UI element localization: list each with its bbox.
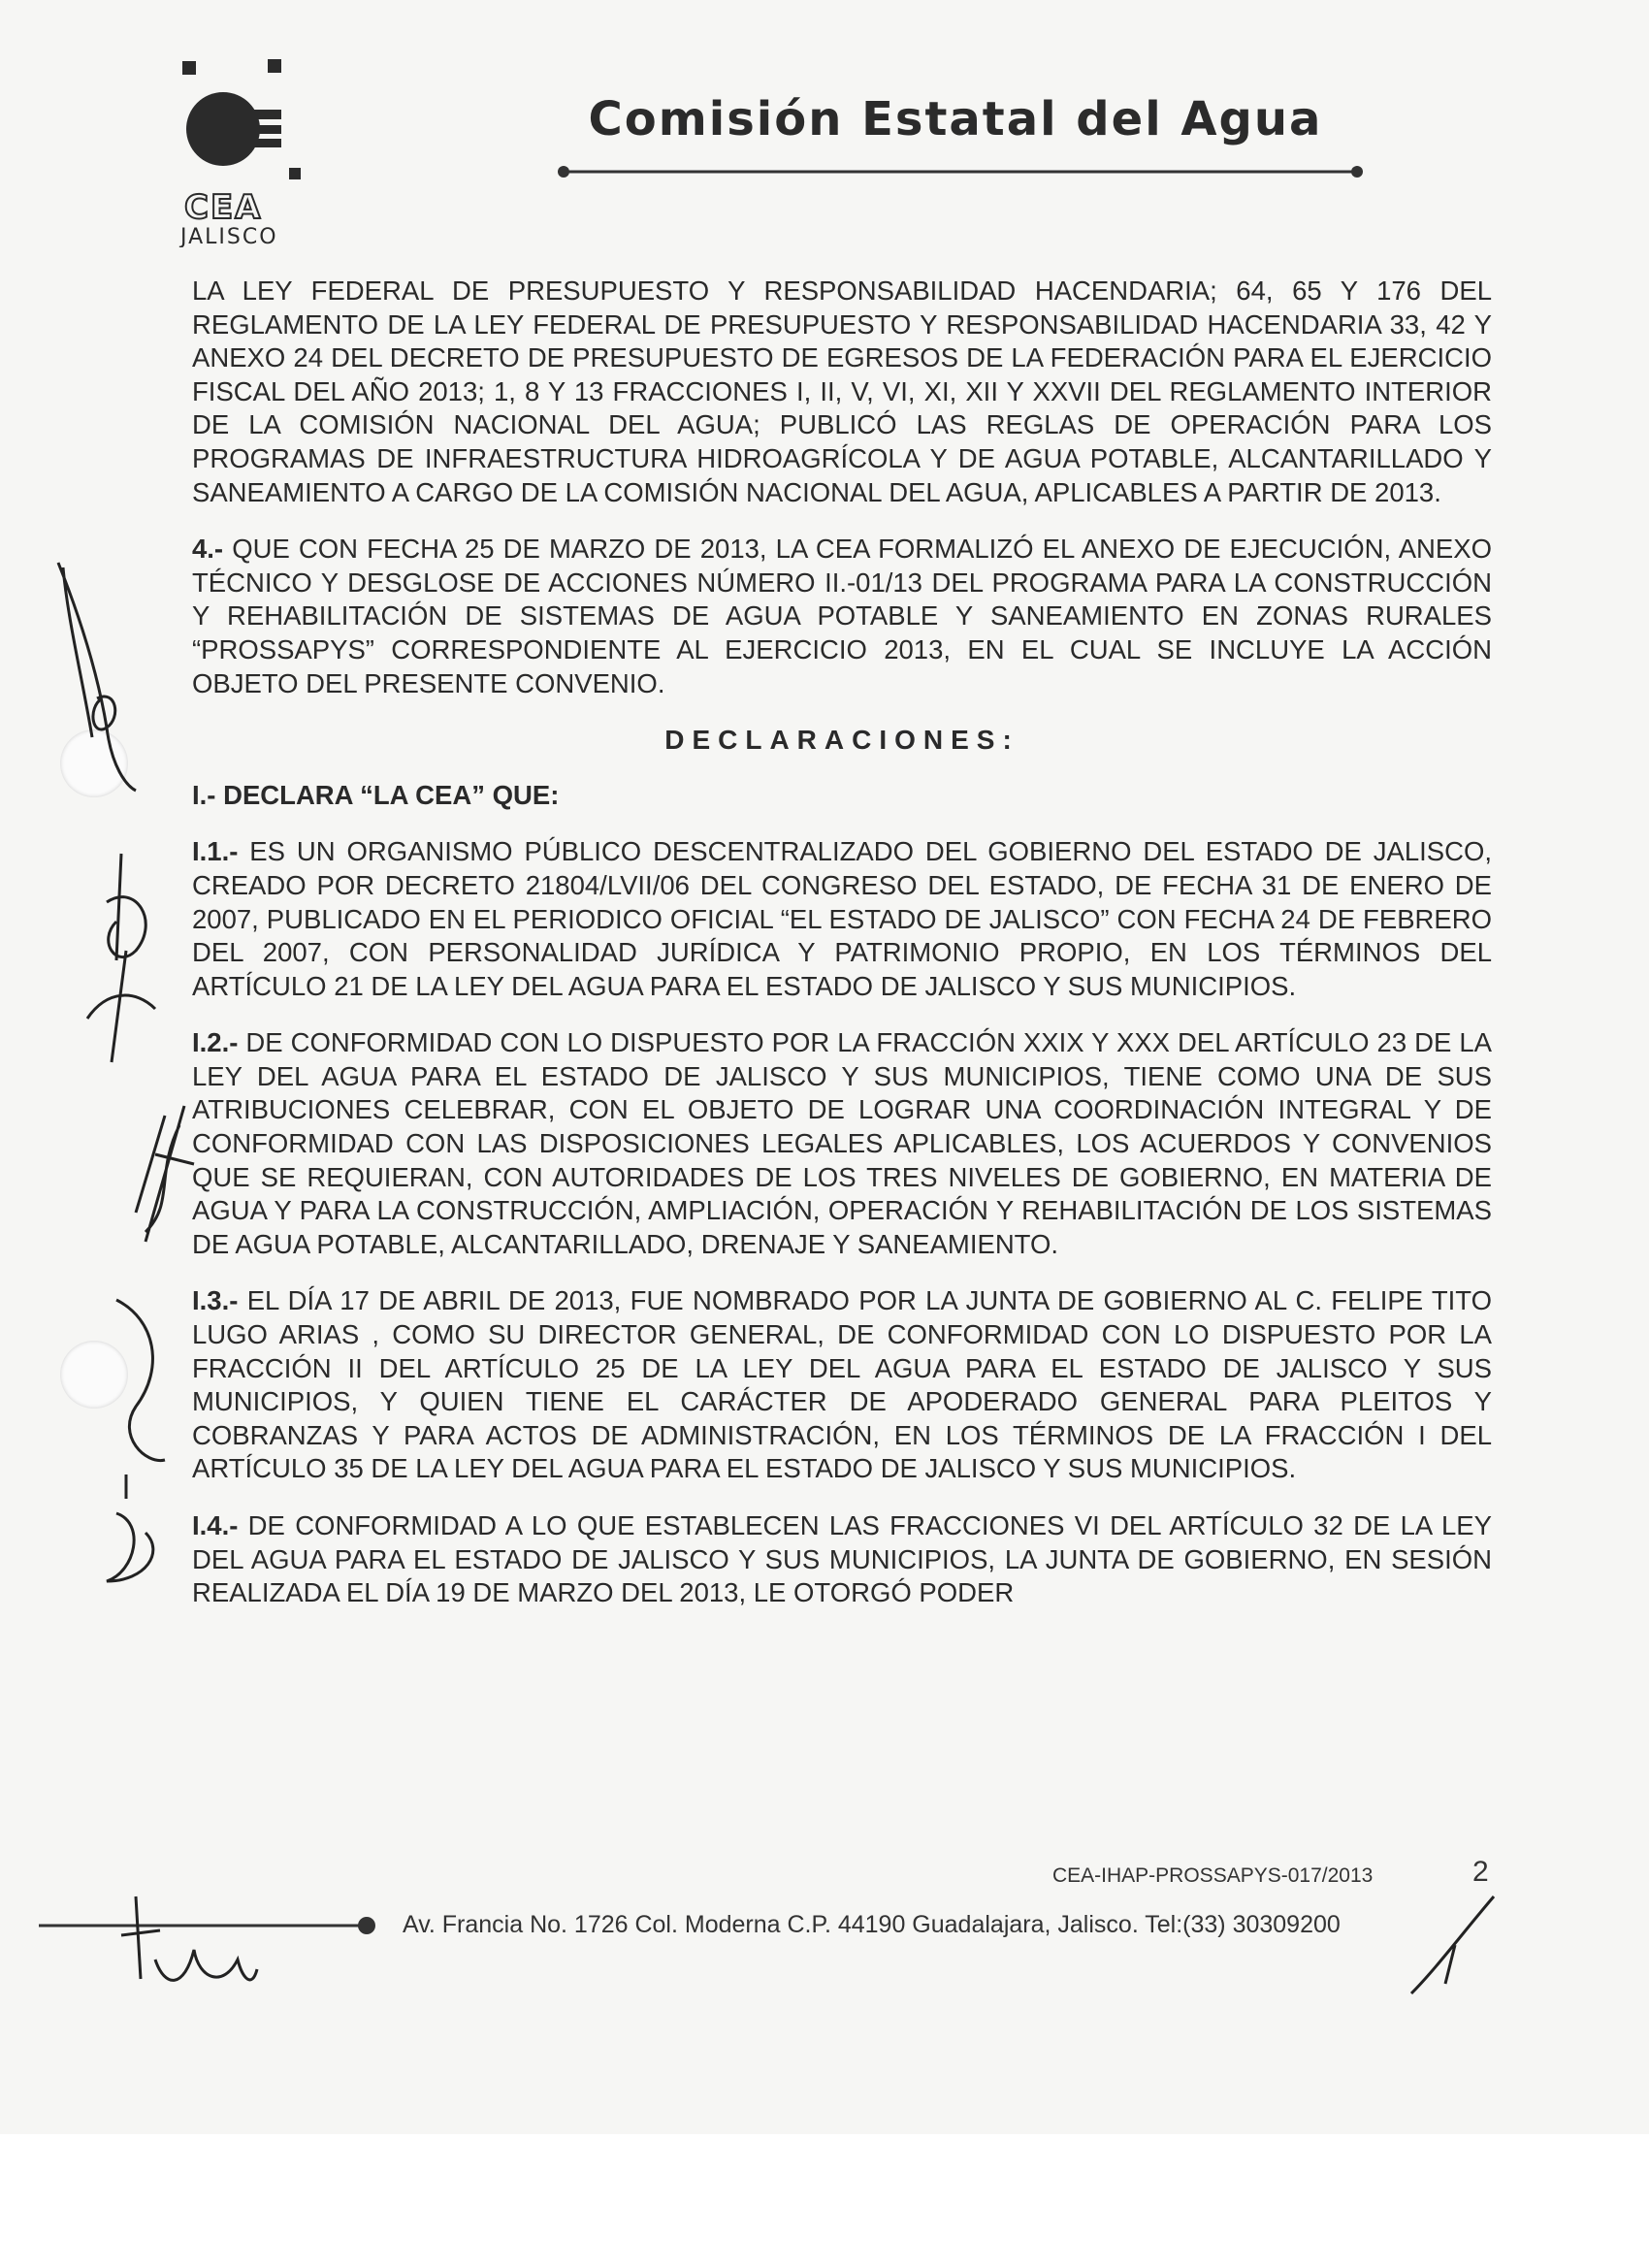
logo-subtitle: JALISCO: [180, 225, 278, 247]
paragraph-4: [192, 533, 1492, 700]
footer-address: Av. Francia No. 1726 Col. Moderna C.P. 44190 Guadalajara, Jalisco. Tel:(33) 30309200: [403, 1911, 1341, 1938]
item-1-2-number: I.2.-: [192, 1027, 239, 1058]
item-1-3-text: EL DÍA 17 DE ABRIL DE 2013, FUE NOMBRADO POR LA JUNTA DE GOBIERNO AL C. FELIPE TITO LUGO ARIAS , COMO SU DIRECTOR GENERAL, DE CONFORMIDAD CON LO DISPUESTO POR LA FRACCIÓN II DEL ARTÍCULO 25 DE LA LEY DEL AGUA PARA EL ESTADO DE JALISCO Y SUS MUNICIPIOS, Y QUIEN TIENE EL CARÁCTER DE APODERADO GENERAL PARA PLEITOS Y COBRANZAS Y PARA ACTOS DE ADMINISTRACIÓN, EN LOS TÉRMINOS DE LA FRACCIÓN I DEL ARTÍCULO 35 DE LA LEY DEL AGUA PARA EL ESTADO DE JALISCO Y SUS MUNICIPIOS.: [192, 1285, 1492, 1484]
paragraph-4-text: QUE CON FECHA 25 DE MARZO DE 2013, LA CEA FORMALIZÓ EL ANEXO DE EJECUCIÓN, ANEXO TÉCNICO Y DESGLOSE DE ACCIONES NÚMERO II.-01/13 DEL PROGRAMA PARA LA CONSTRUCCIÓN Y REHABILITACIÓN DE SISTEMAS DE AGUA POTABLE Y SANEAMIENTO EN ZONAS RURALES “PROSSAPYS” CORRESPONDIENTE AL EJERCICIO 2013, EN EL CUAL SE INCLUYE LA ACCIÓN OBJETO DEL PRESENTE CONVENIO.: [192, 534, 1492, 698]
header-rule: [558, 163, 1363, 180]
item-1-4-text: DE CONFORMIDAD A LO QUE ESTABLECEN LAS FRACCIONES VI DEL ARTÍCULO 32 DE LA LEY DEL AGUA PARA EL ESTADO DE JALISCO Y SUS MUNICIPIOS, LA JUNTA DE GOBIERNO, EN SESIÓN REALIZADA EL DÍA 19 DE MARZO DEL 2013, LE OTORGÓ PODER: [192, 1510, 1492, 1608]
signature-margin-2: [68, 844, 175, 1067]
paragraph-4-number: 4.-: [192, 534, 224, 565]
item-1-2: [192, 1026, 1492, 1261]
item-1-3-number: I.3.-: [192, 1285, 239, 1316]
cea-logo: [175, 53, 330, 247]
signature-footer-left: [116, 1892, 262, 1998]
item-1-2-text: DE CONFORMIDAD CON LO DISPUESTO POR LA FRACCIÓN XXIX Y XXX DEL ARTÍCULO 23 DE LA LEY DEL AGUA PARA EL ESTADO DE JALISCO Y SUS MUNICIPIOS, TIENE COMO UNA DE SUS ATRIBUCIONES CELEBRAR, CON EL OBJETO DE LOGRAR UNA COORDINACIÓN INTEGRAL Y DE CONFORMIDAD CON LAS DISPOSICIONES LEGALES APLICABLES, LOS ACUERDOS Y CONVENIOS QUE SE REQUIERAN, CON AUTORIDADES DE LOS TRES NIVELES DE GOBIERNO, EN MATERIA DE AGUA Y PARA LA CONSTRUCCIÓN, AMPLIACIÓN, OPERACIÓN Y REHABILITACIÓN DE LOS SISTEMAS DE AGUA POTABLE, ALCANTARILLADO, DRENAJE Y SANEAMIENTO.: [192, 1027, 1492, 1259]
header-title: Comisión Estatal del Agua: [588, 92, 1323, 146]
signature-footer-right: [1397, 1892, 1504, 1998]
document-body: [192, 275, 1492, 1634]
declaration-heading: I.- DECLARA “LA CEA” QUE:: [192, 779, 560, 810]
document-reference: CEA-IHAP-PROSSAPYS-017/2013: [1052, 1864, 1374, 1887]
item-1-4: [192, 1509, 1492, 1610]
item-1-1-text: ES UN ORGANISMO PÚBLICO DESCENTRALIZADO DEL GOBIERNO DEL ESTADO DE JALISCO, CREADO POR DECRETO 21804/LVII/06 DEL CONGRESO DEL ESTADO, DE FECHA 31 DE ENERO DE 2007, PUBLICADO EN EL PERIODICO OFICIAL “EL ESTADO DE JALISCO” CON FECHA 24 DE FEBRERO DEL 2007, CON PERSONALIDAD JURÍDICA Y PATRIMONIO PROPIO, EN LOS TÉRMINOS DEL ARTÍCULO 21 DE LA LEY DEL AGUA PARA EL ESTADO DE JALISCO Y SUS MUNICIPIOS.: [192, 836, 1492, 1001]
signature-margin-1: [39, 553, 155, 795]
signature-margin-4: [87, 1290, 194, 1601]
page-number: 2: [1472, 1856, 1489, 1888]
item-1-1: [192, 835, 1492, 1003]
item-1-3: [192, 1284, 1492, 1486]
intro-paragraph: LA LEY FEDERAL DE PRESUPUESTO Y RESPONSABILIDAD HACENDARIA; 64, 65 Y 176 DEL REGLAMENTO DE LA LEY FEDERAL DE PRESUPUESTO Y RESPONSABILIDAD HACENDARIA 33, 42 Y ANEXO 24 DEL DECRETO DE PRESUPUESTO DE EGRESOS DE LA FEDERACIÓN PARA EL EJERCICIO FISCAL DEL AÑO 2013; 1, 8 Y 13 FRACCIONES I, II, V, VI, XI, XII Y XXVII DEL REGLAMENTO INTERIOR DE LA COMISIÓN NACIONAL DEL AGUA; PUBLICÓ LAS REGLAS DE OPERACIÓN PARA LOS PROGRAMAS DE INFRAESTRUCTURA HIDROAGRÍCOLA Y DE AGUA POTABLE, ALCANTARILLADO Y SANEAMIENTO A CARGO DE LA COMISIÓN NACIONAL DEL AGUA, APLICABLES A PARTIR DE 2013.: [192, 275, 1492, 507]
scan-margin: [0, 2134, 1649, 2268]
signature-margin-3: [126, 1096, 204, 1251]
section-title: DECLARACIONES:: [664, 725, 1019, 756]
item-1-4-number: I.4.-: [192, 1510, 239, 1540]
item-1-1-number: I.1.-: [192, 836, 239, 867]
logo-text: CEA: [184, 188, 263, 227]
